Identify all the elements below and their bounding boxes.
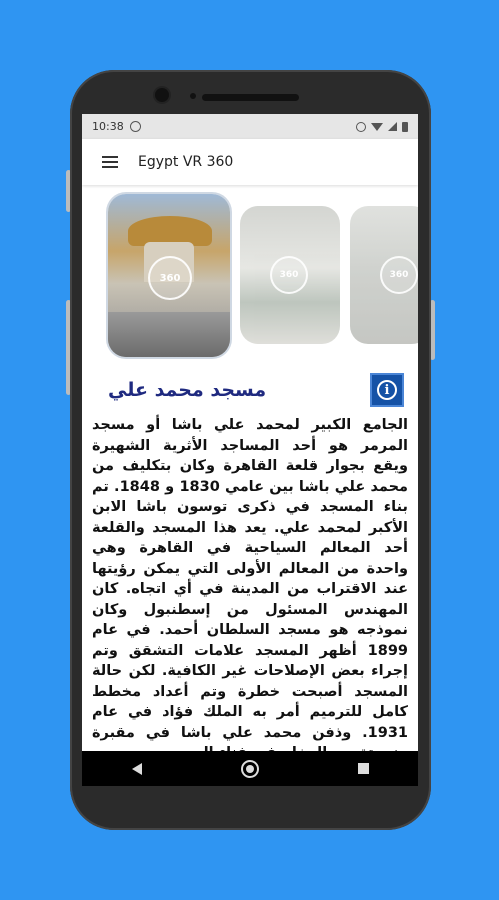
circle-icon bbox=[356, 122, 366, 132]
app-title: Egypt VR 360 bbox=[138, 154, 234, 170]
status-time: 10:38 bbox=[92, 120, 124, 133]
wifi-icon bbox=[371, 123, 383, 131]
vr-360-icon: 360 bbox=[148, 256, 192, 300]
place-title: مسجد محمد علي bbox=[108, 379, 267, 401]
front-camera bbox=[155, 88, 169, 102]
app-screen bbox=[82, 114, 418, 786]
recents-square-icon[interactable] bbox=[358, 763, 369, 774]
place-description: الجامع الكبير لمحمد علي باشا أو مسجد المرمر هو أحد المساجد الأثرية الشهيرة ويقع بجوار قلعة القاهرة وكان بتكليف من محمد علي باشا بين عامي 1830 و 1848. تم بناء المسجد في ذكرى توسون باشا الابن الأكبر لمحمد علي. يعد هذا المسجد والقلعة أحد المعالم السياحية في القاهرة وهي واحدة من المعالم الأولى التي يمكن رؤيتها عند الاقتراب من المدينة في أي اتجاه. كان المهندس المسئول من إسطنبول وكان نموذجه هو مسجد السلطان أحمد. في عام 1899 أظهر المسجد علامات التشقق وتم إجراء بعض الإصلاحات غير الكافية. لكن حالة المسجد أصبحت خطرة وتم أعداد مخطط كامل للترميم أمر به الملك فؤاد في عام 1931. وذفن محمد علي باشا في مقبرة bbox=[92, 417, 409, 741]
sync-icon bbox=[130, 121, 141, 132]
vr-360-icon: 360 bbox=[380, 256, 418, 294]
vr-carousel bbox=[82, 185, 418, 357]
info-icon: i bbox=[377, 380, 397, 400]
place-details bbox=[82, 357, 418, 764]
earpiece-speaker bbox=[202, 94, 299, 101]
vr-thumbnail[interactable] bbox=[240, 206, 340, 344]
vr-thumbnail[interactable] bbox=[350, 206, 418, 344]
signal-icon bbox=[388, 122, 397, 131]
sensor bbox=[190, 93, 196, 99]
android-nav-bar bbox=[82, 751, 418, 786]
back-triangle-icon[interactable] bbox=[132, 763, 142, 775]
status-bar bbox=[82, 114, 418, 139]
title-row bbox=[92, 367, 408, 407]
hamburger-menu-icon[interactable] bbox=[82, 156, 138, 168]
info-button[interactable] bbox=[370, 373, 404, 407]
vr-360-icon: 360 bbox=[270, 256, 308, 294]
app-bar bbox=[82, 139, 418, 185]
home-circle-icon[interactable] bbox=[241, 760, 259, 778]
floor-shape bbox=[108, 312, 230, 357]
vr-thumbnail-selected[interactable] bbox=[108, 194, 230, 357]
battery-icon bbox=[402, 122, 408, 132]
